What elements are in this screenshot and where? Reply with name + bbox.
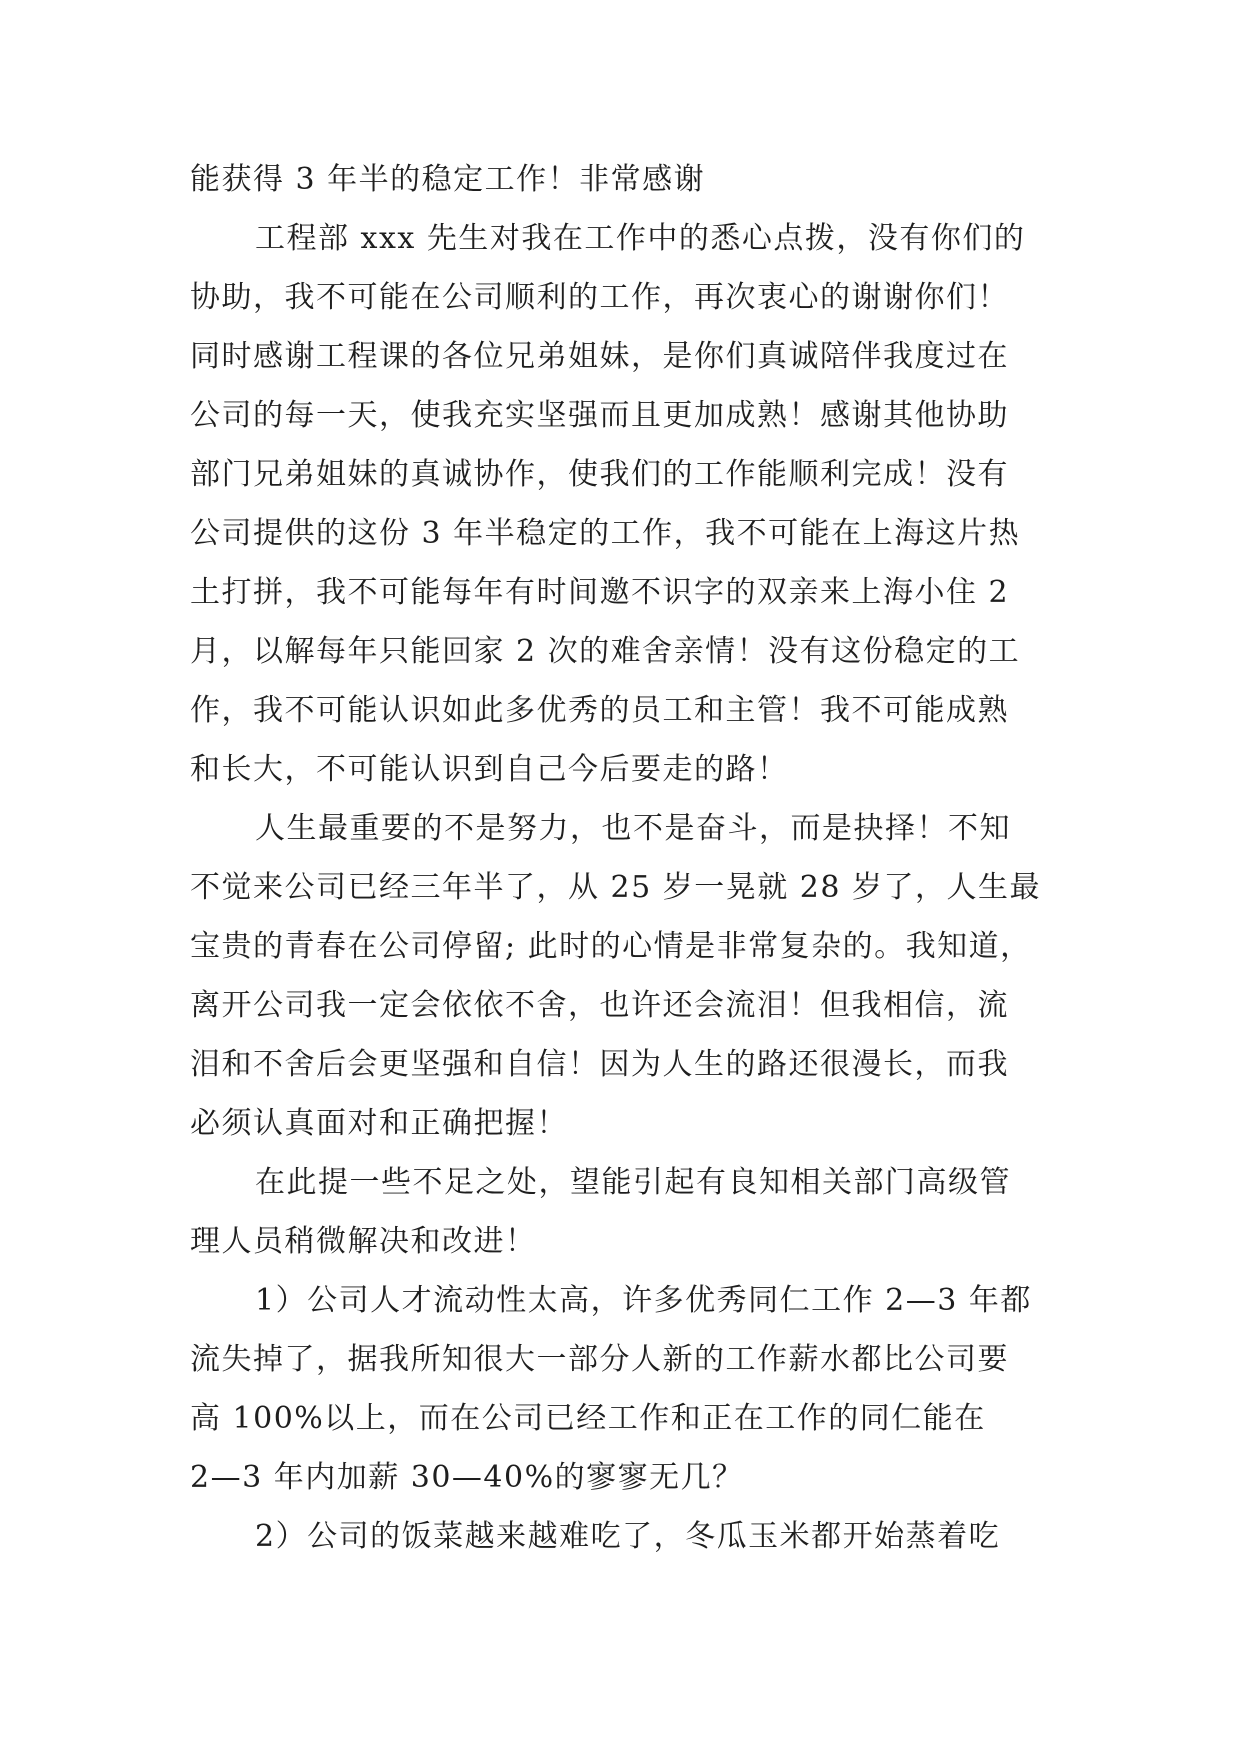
text-line: 能获得 3 年半的稳定工作！非常感谢 (190, 162, 706, 197)
text-line: 部门兄弟姐妹的真诚协作，使我们的工作能顺利完成！没有 (190, 457, 1009, 492)
text-line: 协助，我不可能在公司顺利的工作，再次衷心的谢谢你们！ (190, 280, 1009, 315)
text-line: 高 100%以上，而在公司已经工作和正在工作的同仁能在 (190, 1401, 986, 1436)
text-line: 流失掉了，据我所知很大一部分人新的工作薪水都比公司要 (190, 1342, 1009, 1377)
paragraph-start-line: 人生最重要的不是努力，也不是奋斗，而是抉择！不知 (255, 811, 1011, 846)
text-line: 公司提供的这份 3 年半稳定的工作，我不可能在上海这片热 (190, 516, 1021, 551)
paragraph-start-line: 工程部 xxx 先生对我在工作中的悉心点拨，没有你们的 (255, 221, 1026, 256)
paragraph-start-line: 2）公司的饭菜越来越难吃了，冬瓜玉米都开始蒸着吃 (255, 1519, 1001, 1554)
paragraph-start-line: 在此提一些不足之处，望能引起有良知相关部门高级管 (255, 1165, 1011, 1200)
text-line: 理人员稍微解决和改进！ (190, 1224, 537, 1259)
document-body (190, 150, 1070, 1566)
text-line: 离开公司我一定会依依不舍，也许还会流泪！但我相信，流 (190, 988, 1009, 1023)
text-line: 月，以解每年只能回家 2 次的难舍亲情！没有这份稳定的工 (190, 634, 1021, 669)
text-line: 公司的每一天，使我充实坚强而且更加成熟！感谢其他协助 (190, 398, 1009, 433)
text-line: 不觉来公司已经三年半了，从 25 岁一晃就 28 岁了，人生最 (190, 870, 1041, 905)
text-line: 2—3 年内加薪 30—40%的寥寥无几？ (190, 1460, 744, 1495)
text-line: 土打拼，我不可能每年有时间邀不识字的双亲来上海小住 2 (190, 575, 1010, 610)
text-line: 和长大，不可能认识到自己今后要走的路！ (190, 752, 789, 787)
text-line: 必须认真面对和正确把握！ (190, 1106, 568, 1141)
text-line: 同时感谢工程课的各位兄弟姐妹，是你们真诚陪伴我度过在 (190, 339, 1009, 374)
text-line: 作，我不可能认识如此多优秀的员工和主管！我不可能成熟 (190, 693, 1009, 728)
text-line: 宝贵的青春在公司停留; 此时的心情是非常复杂的。我知道， (190, 929, 1032, 964)
paragraph-start-line: 1）公司人才流动性太高，许多优秀同仁工作 2—3 年都 (255, 1283, 1032, 1318)
text-line: 泪和不舍后会更坚强和自信！因为人生的路还很漫长，而我 (190, 1047, 1009, 1082)
